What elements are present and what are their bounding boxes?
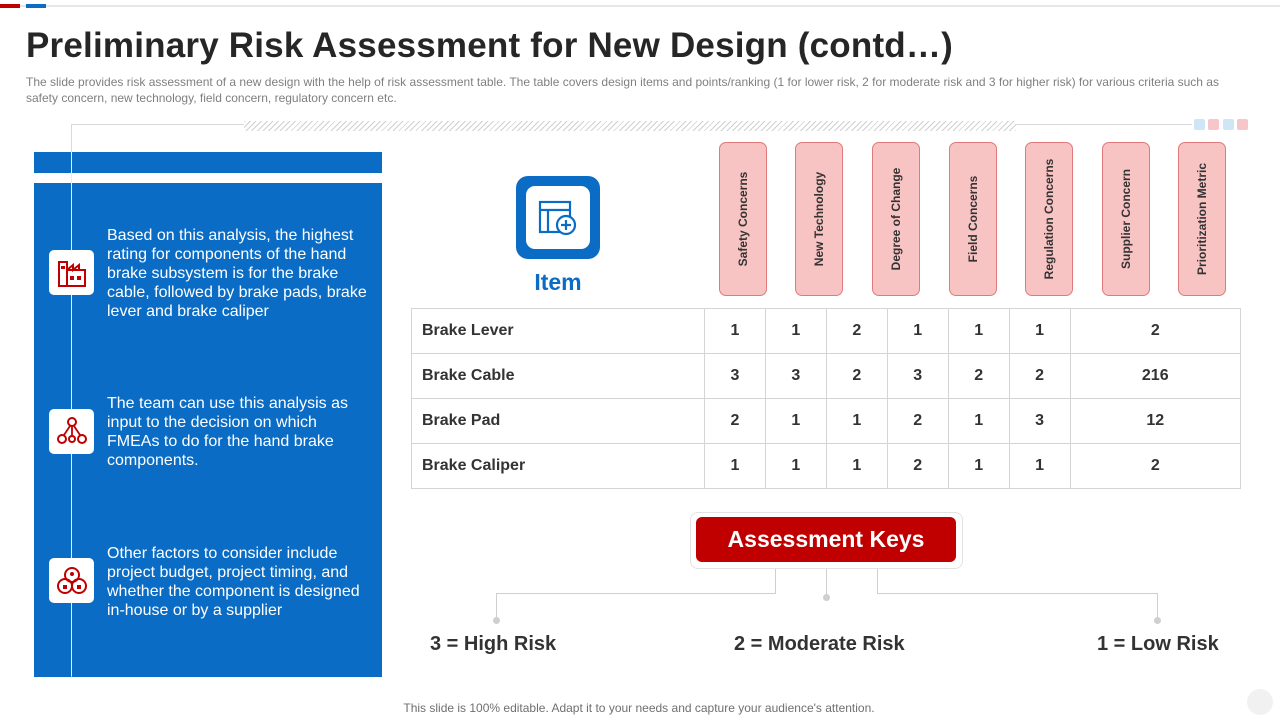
table-cell: 1 bbox=[887, 309, 948, 354]
table-row bbox=[412, 309, 1241, 354]
connector-line bbox=[826, 569, 827, 597]
row-label: Brake Lever bbox=[412, 309, 705, 354]
top-rule bbox=[0, 5, 1280, 7]
table-cell: 1 bbox=[705, 444, 766, 489]
row-label: Brake Caliper bbox=[412, 444, 705, 489]
top-accent-blue bbox=[26, 4, 46, 8]
table-row bbox=[412, 444, 1241, 489]
connector-dot bbox=[823, 594, 830, 601]
column-header-degree-of-change: Degree of Change bbox=[872, 142, 920, 296]
column-header-supplier-concern: Supplier Concern bbox=[1102, 142, 1150, 296]
table-cell: 1 bbox=[1009, 309, 1070, 354]
item-column-label: Item bbox=[534, 269, 582, 295]
low-risk-key: 1 = Low Risk bbox=[1097, 633, 1219, 655]
left-panel-header-bar bbox=[34, 152, 382, 173]
table-cell: 3 bbox=[887, 354, 948, 399]
decorative-square bbox=[1194, 119, 1205, 130]
analysis-point-text: Based on this analysis, the highest rating for components of the hand brake subsystem is for the brake cable, followed by brake pads, brake lever and brake caliper bbox=[107, 227, 367, 320]
row-label: Brake Cable bbox=[412, 354, 705, 399]
connector-dot bbox=[493, 617, 500, 624]
table-cell: 1 bbox=[705, 309, 766, 354]
connector-line bbox=[877, 593, 1158, 594]
table-cell: 3 bbox=[705, 354, 766, 399]
moderate-risk-key: 2 = Moderate Risk bbox=[734, 633, 905, 655]
table-cell: 1 bbox=[765, 309, 826, 354]
column-header-prioritization-metric: Prioritization Metric bbox=[1178, 142, 1226, 296]
high-risk-key: 3 = High Risk bbox=[430, 633, 557, 655]
connector-line bbox=[877, 569, 878, 593]
top-accent-red bbox=[0, 4, 20, 8]
corner-decoration bbox=[1247, 689, 1273, 715]
table-cell: 1 bbox=[948, 399, 1009, 444]
table-cell: 2 bbox=[1009, 354, 1070, 399]
table-cell: 3 bbox=[1009, 399, 1070, 444]
table-cell: 3 bbox=[765, 354, 826, 399]
table-cell: 1 bbox=[826, 399, 887, 444]
table-cell: 1 bbox=[765, 399, 826, 444]
column-header-new-technology: New Technology bbox=[795, 142, 843, 296]
team-usage-point-text: The team can use this analysis as input to the decision on which FMEAs to do for the hand brake components. bbox=[107, 395, 349, 469]
table-cell: 2 bbox=[826, 309, 887, 354]
cluster-icon bbox=[49, 558, 94, 603]
risk-table bbox=[411, 308, 1241, 489]
connector-line bbox=[496, 593, 776, 594]
table-cell: 12 bbox=[1070, 399, 1240, 444]
table-cell: 1 bbox=[1009, 444, 1070, 489]
table-cell: 2 bbox=[1070, 444, 1240, 489]
table-cell: 1 bbox=[948, 309, 1009, 354]
team-network-icon bbox=[49, 409, 94, 454]
table-cell: 1 bbox=[765, 444, 826, 489]
column-header-regulation-concerns: Regulation Concerns bbox=[1025, 142, 1073, 296]
table-cell: 2 bbox=[948, 354, 1009, 399]
decorative-square bbox=[1237, 119, 1248, 130]
slide-title: Preliminary Risk Assessment for New Design (contd…) bbox=[26, 26, 953, 65]
decorative-hatch bbox=[244, 121, 1016, 131]
table-cell: 1 bbox=[948, 444, 1009, 489]
connector-line bbox=[775, 569, 776, 593]
table-cell: 216 bbox=[1070, 354, 1240, 399]
connector-dot bbox=[1154, 617, 1161, 624]
design-box-icon bbox=[516, 176, 600, 259]
table-cell: 2 bbox=[705, 399, 766, 444]
decorative-square bbox=[1208, 119, 1219, 130]
column-header-field-concerns: Field Concerns bbox=[949, 142, 997, 296]
table-row bbox=[412, 354, 1241, 399]
table-cell: 2 bbox=[887, 444, 948, 489]
table-cell: 2 bbox=[887, 399, 948, 444]
other-factors-point-text: Other factors to consider include project budget, project timing, and whether the component is designed in-house or by a supplier bbox=[107, 545, 360, 619]
table-cell: 1 bbox=[826, 444, 887, 489]
column-header-safety-concerns: Safety Concerns bbox=[719, 142, 767, 296]
table-cell: 2 bbox=[826, 354, 887, 399]
factory-icon bbox=[49, 250, 94, 295]
table-row bbox=[412, 399, 1241, 444]
slide-description: The slide provides risk assessment of a new design with the help of risk assessment table. The table covers design items and points/ranking (1 for lower risk, 2 for moderate risk and 3 for higher risk) for various criteria such as safety concern, new technology, field concern, regulatory concern etc. bbox=[26, 75, 1219, 105]
slide-footer: This slide is 100% editable. Adapt it to your needs and capture your audience's attention. bbox=[403, 701, 875, 715]
row-label: Brake Pad bbox=[412, 399, 705, 444]
assessment-keys-title: Assessment Keys bbox=[696, 517, 956, 562]
table-cell: 2 bbox=[1070, 309, 1240, 354]
decorative-square bbox=[1223, 119, 1234, 130]
